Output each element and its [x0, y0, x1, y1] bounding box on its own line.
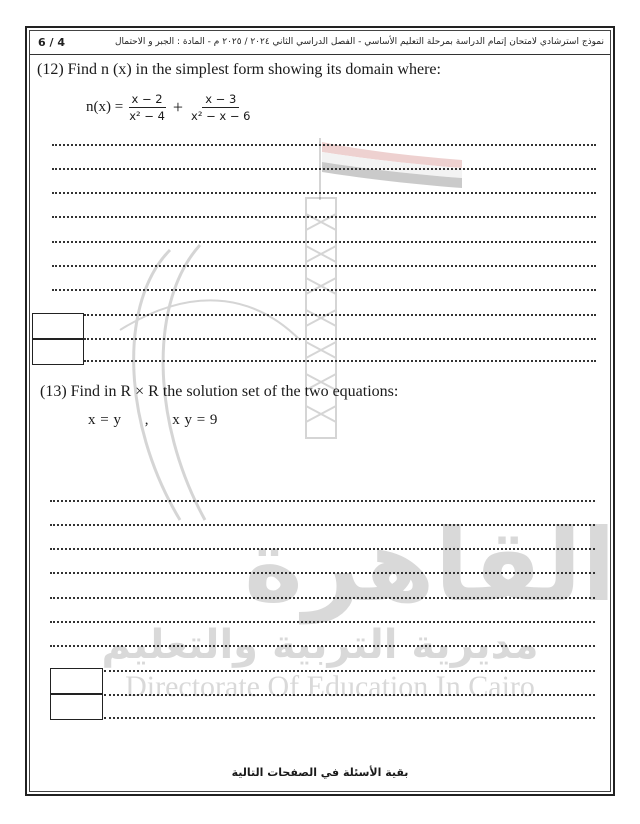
grade-box[interactable] [32, 313, 84, 339]
question-12-formula [86, 89, 256, 125]
fraction-2-denominator: x² − x − 6 [191, 108, 251, 123]
answer-line[interactable] [50, 524, 595, 526]
question-13-equations: x = y , x y = 9 [88, 412, 218, 428]
fraction-2 [188, 92, 253, 123]
formula-lhs: n(x) = [86, 98, 124, 115]
header-divider [30, 54, 610, 55]
answer-line[interactable] [50, 597, 595, 599]
answer-line[interactable] [104, 717, 595, 719]
answer-line[interactable] [50, 645, 595, 647]
watermark-arabic-line: مديرية التربية والتعليم [101, 622, 539, 668]
page-number: 6 / 4 [38, 36, 65, 49]
answer-line[interactable] [52, 168, 596, 170]
plus-sign: + [172, 96, 184, 117]
fraction-2-numerator: x − 3 [202, 92, 239, 108]
exam-title: نموذج استرشادي لامتحان إتمام الدراسة بمرحلة التعليم الأساسي - الفصل الدراسي الثاني ٢٠٢٤ / ٢٠٢٥ م - المادة : الجبر و الاحتمال [114, 37, 604, 47]
answer-line[interactable] [104, 694, 595, 696]
watermark-english-line: Directorate Of Education In Cairo [125, 670, 535, 703]
answer-line[interactable] [84, 338, 596, 340]
answer-line[interactable] [52, 144, 596, 146]
answer-line[interactable] [52, 216, 596, 218]
answer-line[interactable] [52, 289, 596, 291]
answer-line[interactable] [50, 548, 595, 550]
answer-line[interactable] [104, 670, 595, 672]
fraction-1-numerator: x − 2 [129, 92, 166, 108]
answer-line[interactable] [84, 360, 596, 362]
fraction-1-denominator: x² − 4 [129, 108, 165, 123]
grade-box[interactable] [32, 339, 84, 365]
page-header [32, 33, 608, 53]
answer-line[interactable] [52, 265, 596, 267]
footer-note: بقية الأسئلة في الصفحات التالية [231, 766, 409, 779]
question-13-prompt: (13) Find in R × R the solution set of the two equations: [40, 383, 399, 400]
answer-line[interactable] [84, 314, 596, 316]
answer-line[interactable] [52, 192, 596, 194]
fraction-1 [126, 92, 168, 123]
grade-box[interactable] [50, 668, 103, 694]
grade-box[interactable] [50, 694, 103, 720]
question-12-prompt: (12) Find n (x) in the simplest form showing its domain where: [37, 61, 441, 78]
answer-line[interactable] [50, 500, 595, 502]
watermark-arabic-big: القاهرة [244, 507, 616, 624]
answer-line[interactable] [52, 241, 596, 243]
answer-line[interactable] [50, 572, 595, 574]
answer-line[interactable] [50, 621, 595, 623]
